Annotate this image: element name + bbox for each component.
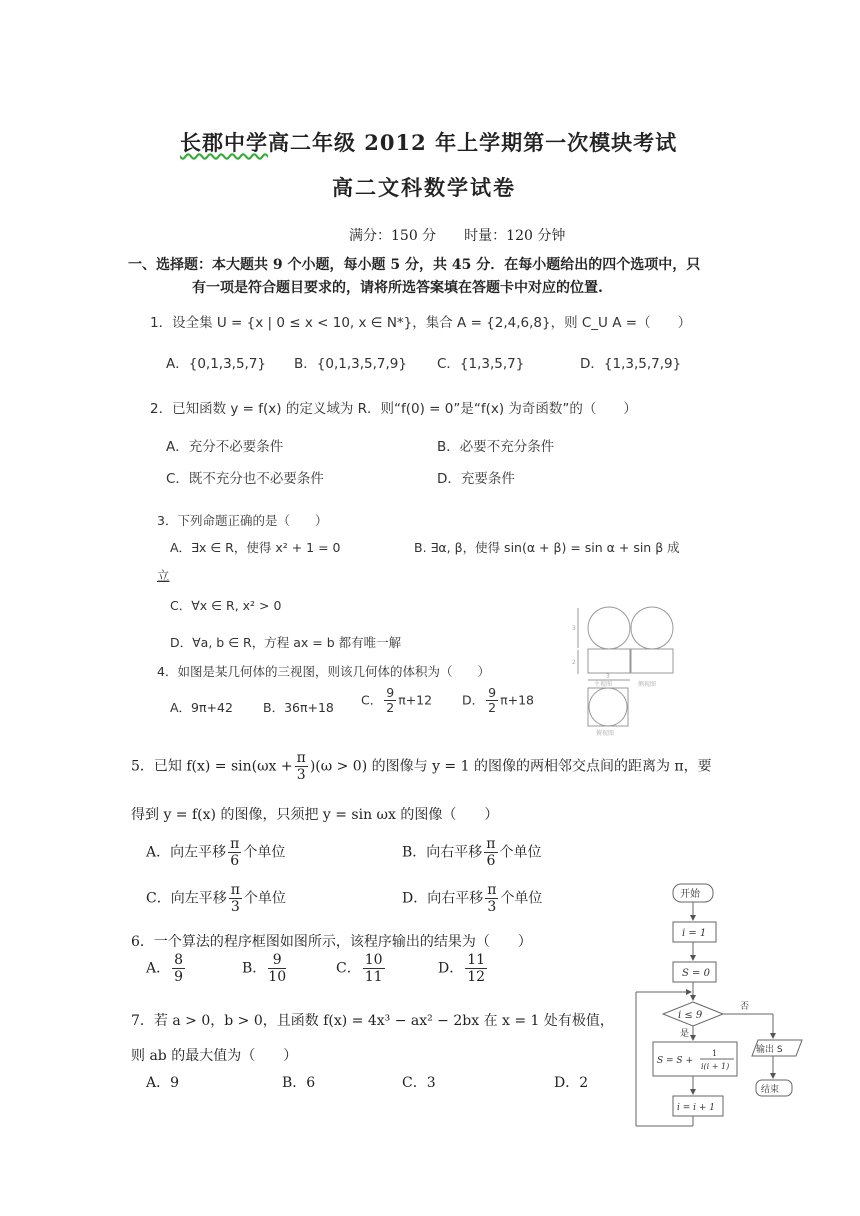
flowchart [632, 880, 812, 1132]
q6-option-c [336, 952, 387, 985]
flow-init-s-label: S = 0 [682, 968, 710, 979]
q5-post: )(ω > 0) 的图像与 y = 1 的图像的两相邻交点间的距离为 π，要 [309, 758, 712, 775]
q5-den: 3 [296, 767, 306, 784]
q6-d-pre: D． [438, 960, 464, 977]
flow-output-label: 输出 S [756, 1045, 783, 1055]
q7-option-a: A．9 [146, 1075, 180, 1091]
q1-option-c: C．{1,3,5,7} [437, 356, 525, 372]
side-view-label: 侧视图 [638, 681, 657, 688]
section1-line1: 一、选择题：本大题共 9 个小题，每小题 5 分，共 45 分．在每小题给出的四个选项中，只 [128, 257, 701, 273]
q4-option-a: A．9π+42 [170, 700, 233, 715]
q5-d-pre: D．向右平移 [402, 890, 484, 907]
q4-d-den: 2 [488, 700, 497, 716]
side-view-circle [631, 607, 673, 649]
q1-option-d: D．{1,3,5,7,9} [580, 356, 682, 372]
q1-stem: 1．设全集 U = {x | 0 ≤ x < 10, x ∈ N*}，集合 A = {2,4,6,8}，则 C_U A =（ ） [150, 315, 692, 331]
q5-a-fraction [228, 836, 241, 869]
front-view-circle [588, 607, 630, 649]
q6-stem: 6．一个算法的程序框图如图所示，该程序输出的结果为（ ） [131, 934, 532, 950]
q6-c-den: 11 [364, 969, 383, 986]
q4-d-post: π+18 [500, 692, 534, 708]
q7-option-b: B．6 [282, 1075, 316, 1091]
exam-subtitle: 高二文科数学试卷 [332, 175, 516, 200]
title-school: 长郡中学 [180, 130, 268, 155]
flow-cond-label: i ≤ 9 [678, 1010, 703, 1021]
side-view-rect [631, 649, 673, 673]
q5-c-fraction [229, 882, 242, 915]
q4-d-label: D． [462, 692, 485, 708]
dim-label-2: 2 [572, 659, 576, 666]
q5-d-post: 个单位 [500, 890, 543, 907]
flow-yes-label: 是 [680, 1029, 690, 1039]
q5-option-c [146, 882, 286, 915]
q1-option-b: B．{0,1,3,5,7,9} [294, 356, 407, 372]
front-view-rect [588, 649, 630, 673]
q5-d-num: π [487, 882, 497, 898]
q3-option-b: B. ∃α, β，使得 sin(α + β) = sin α + sin β 成 [414, 540, 680, 555]
q6-a-num: 8 [174, 952, 184, 968]
flow-update-den: i(i + 1) [701, 1062, 730, 1071]
q6-a-den: 9 [174, 969, 184, 986]
q4-c-post: π+12 [398, 692, 433, 708]
flow-incr-label: i = i + 1 [677, 1103, 716, 1113]
q6-b-den: 10 [268, 969, 287, 986]
q6-option-b [242, 952, 288, 985]
q5-a-post: 个单位 [243, 844, 286, 861]
q4-c-fraction [384, 686, 396, 716]
title-rest: 高二年级 2012 年上学期第一次模块考试 [268, 130, 678, 155]
q4-c-label: C． [361, 692, 383, 708]
q7-stem: 7．若 a > 0，b > 0，且函数 f(x) = 4x³ − ax² − 2bx 在 x = 1 处有极值， [131, 1013, 614, 1029]
q6-b-fraction [268, 952, 286, 985]
exam-title [180, 127, 677, 157]
q5-stem [131, 750, 712, 783]
q5-c-den: 3 [230, 899, 240, 916]
q5-option-b [402, 836, 542, 869]
q5-d-fraction [485, 882, 498, 915]
top-view-circle [589, 688, 627, 726]
q6-d-num: 11 [467, 952, 486, 968]
q2-option-d: D．充要条件 [437, 471, 515, 487]
flow-end-label: 结束 [761, 1085, 780, 1095]
q7-line2: 则 ab 的最大值为（ ） [131, 1048, 298, 1064]
flow-update-pre: S = S + [657, 1056, 693, 1066]
q4-option-d [462, 686, 534, 716]
q3-stem: 3．下列命题正确的是（ ） [157, 513, 328, 528]
q5-a-pre: A．向左平移 [146, 844, 227, 861]
q3-option-a: A．∃x ∈ R，使得 x² + 1 = 0 [170, 540, 341, 555]
q6-a-fraction [172, 952, 185, 985]
q5-b-num: π [486, 836, 496, 852]
q3-option-c: C．∀x ∈ R, x² > 0 [170, 598, 282, 613]
q7-option-d: D．2 [554, 1075, 589, 1091]
q2-option-c: C．既不充分也不必要条件 [166, 471, 324, 487]
q5-num: π [296, 750, 306, 766]
q6-c-pre: C． [336, 960, 361, 977]
q4-d-num: 9 [488, 685, 497, 700]
q4-c-num: 9 [386, 685, 395, 700]
q5-option-a [146, 836, 285, 869]
top-view-label: 俯视图 [596, 730, 615, 737]
q3-option-b-cont: 立 [157, 568, 170, 583]
flow-start-label: 开始 [680, 889, 700, 900]
q6-d-fraction [465, 952, 487, 985]
q3-option-d: D．∀a, b ∈ R，方程 ax = b 都有唯一解 [170, 635, 402, 650]
q5-b-fraction [484, 836, 497, 869]
q4-d-fraction [486, 686, 498, 716]
q1-option-a: A．{0,1,3,5,7} [166, 356, 267, 372]
q5-b-den: 6 [486, 853, 496, 870]
flow-init-i-label: i = 1 [682, 928, 707, 939]
q6-option-d [438, 952, 489, 985]
three-view-figure [568, 604, 680, 738]
q4-option-c [361, 686, 432, 716]
q6-c-num: 10 [364, 952, 383, 968]
q5-b-pre: B．向右平移 [402, 844, 483, 861]
q6-c-fraction [363, 952, 385, 985]
q5-fraction [295, 750, 308, 783]
q6-d-den: 12 [467, 969, 486, 986]
q4-c-den: 2 [386, 700, 395, 716]
q4-option-b: B．36π+18 [263, 700, 334, 715]
section1-line2: 有一项是符合题目要求的，请将所选答案填在答题卡中对应的位置. [192, 280, 603, 296]
q5-line2: 得到 y = f(x) 的图像，只须把 y = sin ωx 的图像（ ） [131, 807, 499, 823]
q5-c-pre: C．向左平移 [146, 890, 227, 907]
front-view-label: 主视图 [594, 681, 613, 688]
exam-meta: 满分：150 分 时量：120 分钟 [349, 228, 566, 244]
q6-option-a [146, 952, 187, 985]
q6-b-num: 9 [268, 952, 286, 969]
q5-a-den: 6 [230, 853, 240, 870]
dim-label-3: 3 [606, 673, 610, 680]
q5-d-den: 3 [487, 899, 497, 916]
dim-label-1: 3 [572, 625, 576, 632]
q2-option-a: A．充分不必要条件 [166, 439, 284, 455]
flow-update-num: 1 [712, 1049, 718, 1058]
q4-stem: 4．如图是某几何体的三视图，则该几何体的体积为（ ） [157, 664, 490, 679]
q5-c-num: π [230, 882, 240, 898]
q5-a-num: π [230, 836, 240, 852]
q5-c-post: 个单位 [243, 890, 286, 907]
q5-pre: 5．已知 f(x) = sin(ωx + [131, 758, 293, 775]
q5-option-d [402, 882, 542, 915]
q7-option-c: C．3 [402, 1075, 436, 1091]
q2-stem: 2．已知函数 y = f(x) 的定义域为 R．则“f(0) = 0”是“f(x) 为奇函数”的（ ） [150, 401, 637, 417]
q6-a-pre: A． [146, 960, 171, 977]
q2-option-b: B．必要不充分条件 [437, 439, 555, 455]
q5-b-post: 个单位 [499, 844, 542, 861]
q6-b-pre: B． [242, 960, 267, 977]
flow-no-label: 否 [740, 1002, 750, 1012]
